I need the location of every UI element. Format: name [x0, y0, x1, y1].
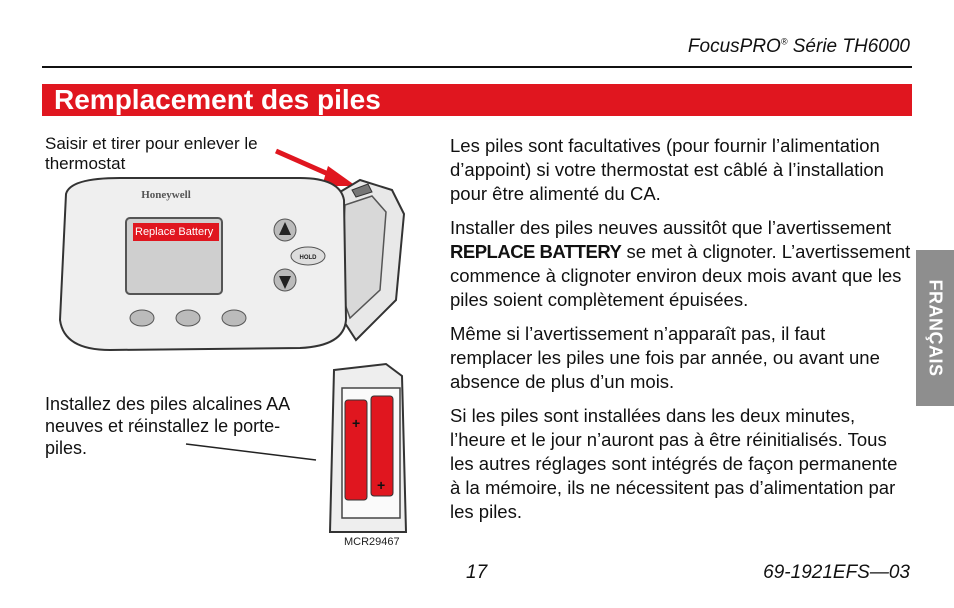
language-label: FRANÇAIS: [925, 279, 946, 377]
document-number: 69-1921EFS—03: [763, 562, 910, 583]
brand-logo: Honeywell: [141, 189, 191, 201]
language-tab: [916, 250, 954, 406]
paragraph-1: Les piles sont facultatives (pour fournir l’alimentation d’appoint) si votre thermostat est câblé à l’installation pour être alimenté du CA.: [450, 135, 884, 204]
paragraph-3: Même si l’avertissement n’apparaît pas, il faut remplacer les piles une fois par année, ou avant une absence de plus d’un mois.: [450, 323, 880, 392]
battery-plus-2: +: [377, 477, 386, 493]
thermostat-icon: [60, 178, 346, 350]
battery-plus-1: +: [352, 415, 361, 431]
hold-label: HOLD: [299, 255, 317, 261]
header-title: FocusPRO® Série TH6000: [687, 36, 910, 57]
caption-install-batteries: Installez des piles alcalines AA neuves et réinstallez le porte-piles.: [45, 394, 290, 458]
section-title: Remplacement des piles: [54, 84, 381, 115]
thermostat-display-text: Replace Battery: [133, 223, 219, 241]
caption-remove-thermostat: Saisir et tirer pour enlever le thermostat: [45, 134, 258, 173]
page-number: 17: [466, 562, 488, 583]
leader-line: [186, 444, 316, 460]
paragraph-4: Si les piles sont installées dans les deux minutes, l’heure et le jour n’auront pas à être réinitialisés. Tous les autres réglages sont intégrés de façon permanente à la mémoire, ils ne nécessitent pas d’alimentation par les piles.: [450, 405, 898, 522]
body-text: [450, 134, 912, 534]
figure-code: MCR29467: [344, 536, 400, 548]
battery-holder-icon: [330, 364, 406, 532]
paragraph-2: Installer des piles neuves aussitôt que l’avertissement REPLACE BATTERY se met à clignoter. L’avertissement commence à clignoter environ deux mois avant que les piles soient complètement épuisées.: [450, 217, 911, 310]
replace-battery-keyword: REPLACE BATTERY: [450, 241, 622, 262]
